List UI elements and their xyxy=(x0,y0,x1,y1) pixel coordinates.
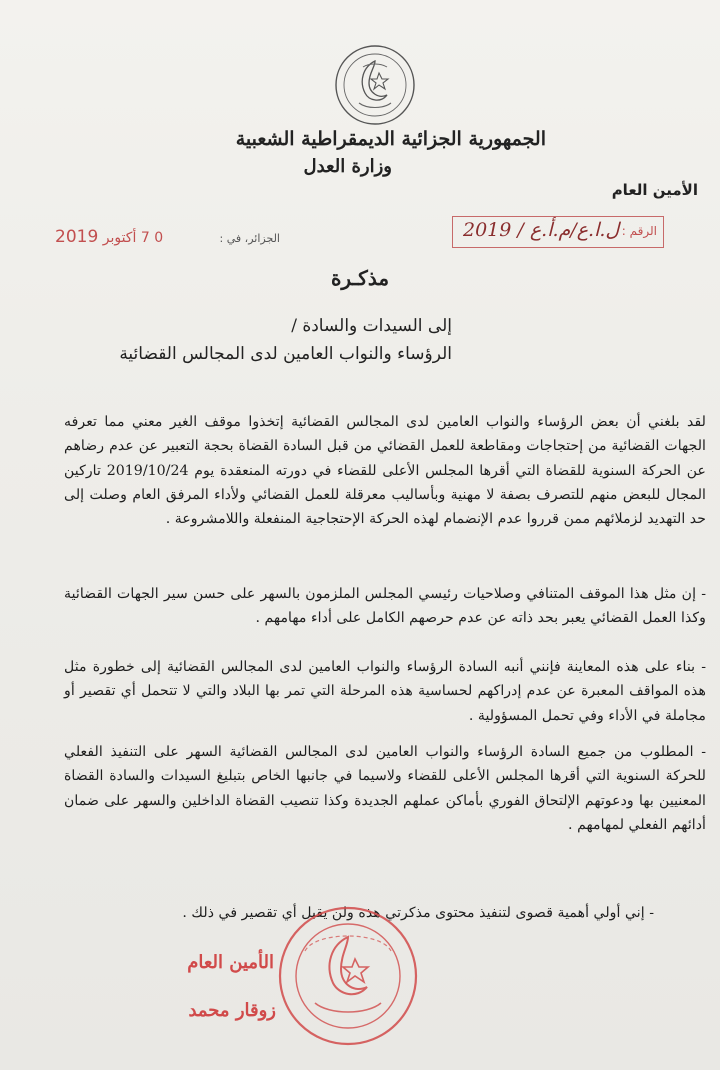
body-paragraph-3: - بناء على هذه المعاينة فإنني أنبه السادة الرؤساء والنواب العامين لدى المجالس القضائية إلى خطورة مثل هذه المواقف المعبرة عن عدم إدراكهم لحساسية هذه المرحلة التي تمر بها البلاد والتي لا تتحمل أي تقصير أو مجاملة في الأداء وفي تحمل المسؤولية . xyxy=(64,659,706,724)
body-paragraph-1: لقد بلغني أن بعض الرؤساء والنواب العامين لدى المجالس القضائية إتخذوا موقف الغير معني مما تعرفه الجهات القضائية من إحتجاجات ومقاطعة للعمل القضائي من قبل السادة القضاة بحجة التعبير عن عدم رضاهم عن الحركة السنوية للقضاة التي أقرها المجلس الأعلى للقضاء في دورته المنعقدة يوم 2019/10/24 تاركين المجال للبعض منهم للتصرف بصفة لا مهنية وبأساليب معرقلة للعمل القضائي ولأداء المرفق العام وصلت إلى حد التهديد لزملائهم ممن قرروا عدم الإنضمام لهذه الحركة الإحتجاجية المنفعلة واللامشروعة . xyxy=(64,414,706,528)
body-paragraph-2: - إن مثل هذا الموقف المتنافي وصلاحيات رئيسي المجلس الملزمون بالسهر على حسن سير الجهات القضائية وكذا العمل القضائي يعبر بحد ذاته عن عدم حرصهم الكامل على أداء مهامهم . xyxy=(64,586,706,627)
reference-value: ل.ا.ع/م.أ.ع / 2019 xyxy=(463,219,620,241)
signature-name: زوقار محمد xyxy=(188,1000,276,1021)
place-date-label: الجزائر، في : xyxy=(219,232,280,245)
reference-number-box xyxy=(452,216,664,248)
body-paragraph-5: - إني أولي أهمية قصوى لتنفيذ محتوى مذكرتي هذه ولن يقبل أي تقصير في ذلك . xyxy=(182,905,654,921)
official-round-stamp xyxy=(275,903,421,1049)
date-stamp-year: 2019 xyxy=(55,227,99,247)
republic-heading: الجمهورية الجزائية الديمقراطية الشعبية xyxy=(235,128,546,150)
document-title: مذكـرة xyxy=(330,266,390,290)
addressee-line-1: إلى السيدات والسادة / xyxy=(291,316,452,336)
ministry-heading: وزارة العدل xyxy=(303,156,392,177)
date-stamp-day: 0 7 أكتوبر xyxy=(102,230,164,246)
addressee-line-2: الرؤساء والنواب العامين لدى المجالس القضائية xyxy=(119,344,452,364)
algeria-emblem-seal xyxy=(333,43,417,127)
secretary-general-heading: الأمين العام xyxy=(611,181,698,199)
signature-title: الأمين العام xyxy=(187,952,274,973)
body-paragraph-4: - المطلوب من جميع السادة الرؤساء والنواب العامين لدى المجالس القضائية السهر على التنفيذ الفعلي للحركة السنوية التي أقرها المجلس الأعلى للقضاء ولاسيما في جانبها الخاص بتبليغ السيدات والسادة القضاة المعنيين بها ودعوتهم الإلتحاق الفوري بأماكن عملهم الجديدة وكذا تنصيب القضاة الداخلين والسهر على ضمان أدائهم الفعلي لمهامهم . xyxy=(64,744,706,833)
date-stamp xyxy=(55,227,195,247)
reference-label: الرقم : xyxy=(621,224,657,238)
